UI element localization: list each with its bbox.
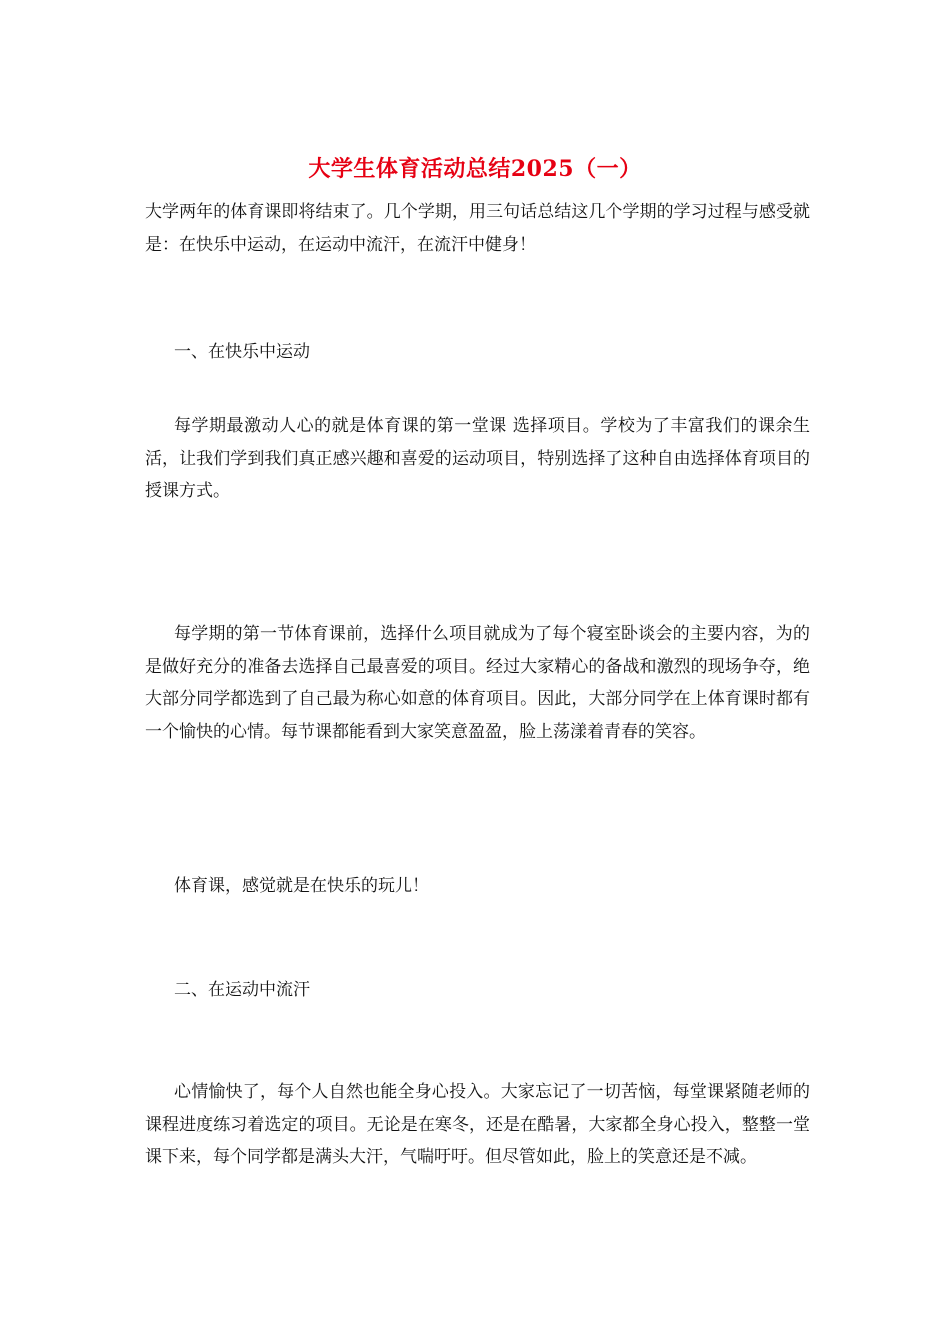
body-paragraph-4: 心情愉快了，每个人自然也能全身心投入。大家忘记了一切苦恼，每堂课紧随老师的课程进度练习着选定的项目。无论是在寒冬，还是在酷暑，大家都全身心投入，整整一堂课下来，每个同学都是满头大汗，气喘吁吁。但尽管如此，脸上的笑意还是不减。 [145,1082,810,1167]
document-title: 大学生体育活动总结2025（一） [308,156,642,182]
body-paragraph-3: 体育课，感觉就是在快乐的玩儿！ [174,876,429,896]
intro-paragraph: 大学两年的体育课即将结束了。几个学期，用三句话总结这几个学期的学习过程与感受就是：在快乐中运动，在运动中流汗，在流汗中健身！ [145,202,810,255]
body-paragraph-1: 每学期最激动人心的就是体育课的第一堂课 选择项目。学校为了丰富我们的课余生活，让我们学到我们真正感兴趣和喜爱的运动项目，特别选择了这种自由选择体育项目的授课方式。 [145,416,810,501]
section-heading-2: 二、在运动中流汗 [174,980,310,1000]
body-paragraph-2: 每学期的第一节体育课前，选择什么项目就成为了每个寝室卧谈会的主要内容，为的是做好充分的准备去选择自己最喜爱的项目。经过大家精心的备战和激烈的现场争夺，绝大部分同学都选到了自己最为称心如意的体育项目。因此，大部分同学在上体育课时都有一个愉快的心情。每节课都能看到大家笑意盈盈，脸上荡漾着青春的笑容。 [145,624,810,742]
section-heading-1: 一、在快乐中运动 [174,342,310,362]
